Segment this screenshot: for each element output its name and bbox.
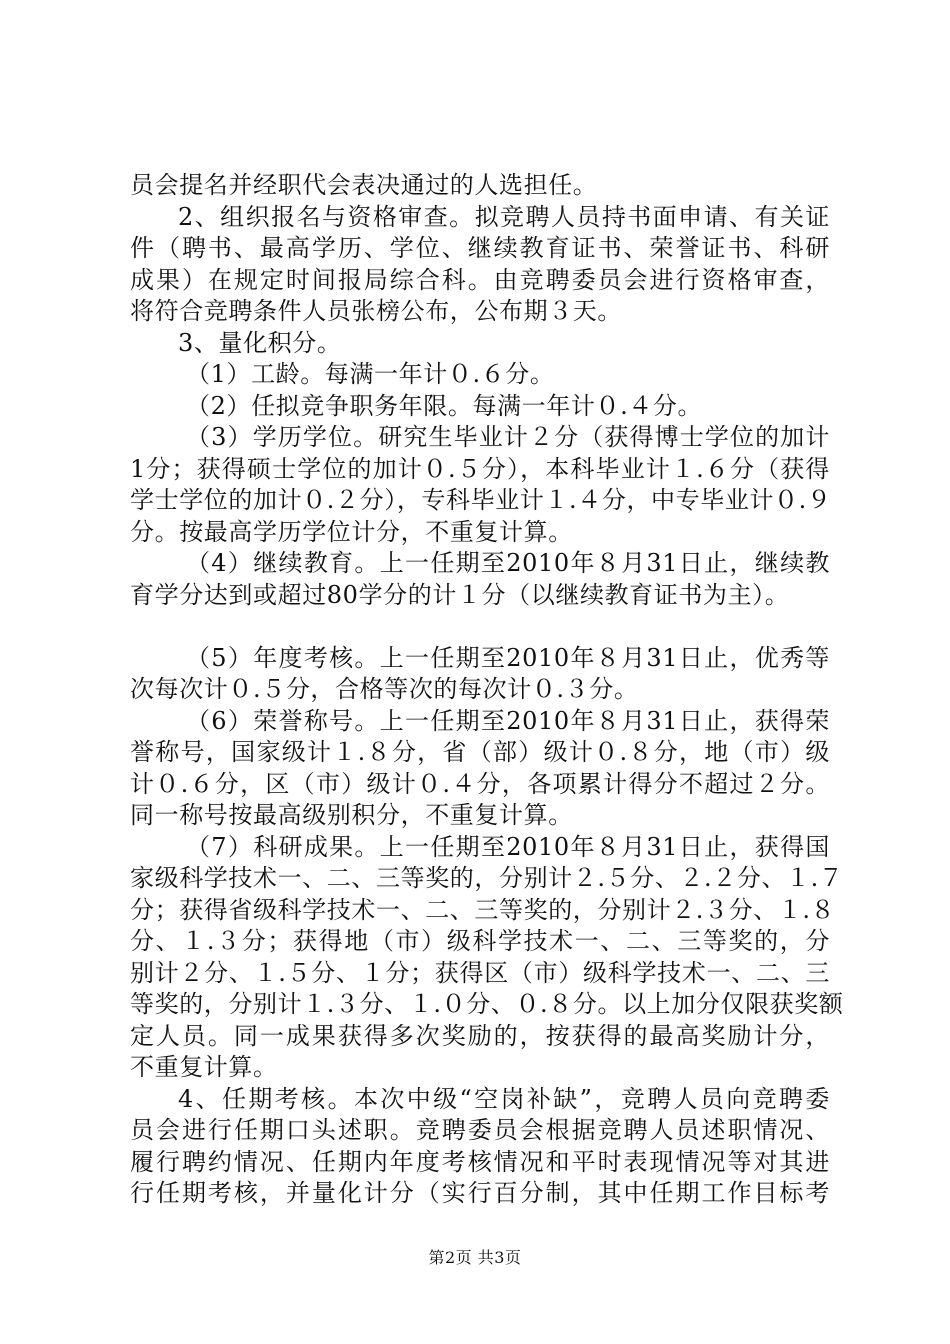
text-line: 计０.６分，区（市）级计０.４分，各项累计得分不超过２分。 [130,769,830,798]
text-line: （4）继续教育。上一任期至2010年８月31日止，继续教 [186,549,830,577]
text-line: 分、１.３分；获得地（市）级科学技术一、二、三等奖的，分 [130,927,830,955]
text-line: 誉称号，国家级计１.８分，省（部）级计０.８分，地（市）级 [130,738,830,766]
page-number-footer: 第2页 共3页 [428,1248,522,1267]
text-line: 同一称号按最高级别积分，不重复计算。 [130,801,573,829]
text-line: （2）任拟竞争职务年限。每满一年计０.４分。 [186,391,703,420]
text-line: 员会进行任期口头述职。竞聘委员会根据竞聘人员述职情况、 [130,1116,830,1144]
text-line: 分；获得省级科学技术一、二、三等奖的，分别计２.３分、１.８ [130,895,836,924]
document-body [130,170,844,1210]
text-line: 3、量化积分。 [178,328,342,357]
text-line: 将符合竞聘条件人员张榜公布，公布期３天。 [130,297,622,325]
text-line: 履行聘约情况、任期内年度考核情况和平时表现情况等对其进 [130,1147,830,1176]
text-line: 次每次计０.５分，合格等次的每次计０.３分。 [130,675,639,703]
text-line: （3）学历学位。研究生毕业计２分（获得博士学位的加计 [186,423,830,451]
text-line: 学士学位的加计０.２分），专科毕业计１.４分，中专毕业计０.９ [130,486,832,514]
paragraph-gap [130,611,830,643]
text-line: 2、组织报名与资格审查。拟竞聘人员持书面申请、有关证 [178,202,830,231]
text-line: （1）工龄。每满一年计０.６分。 [186,360,555,388]
text-line: （6）荣誉称号。上一任期至2010年８月31日止，获得荣 [186,706,830,735]
text-line: 4、任期考核。本次中级“空岗补缺”，竞聘人员向竞聘委 [178,1084,830,1113]
text-line: 分。按最高学历学位计分，不重复计算。 [130,517,573,546]
text-line: 成果）在规定时间报局综合科。由竞聘委员会进行资格审查， [130,265,830,294]
text-line: 1分；获得硕士学位的加计０.５分），本科毕业计１.６分（获得 [130,454,830,483]
text-line: （7）科研成果。上一任期至2010年８月31日止，获得国 [186,832,830,861]
text-line: （5）年度考核。上一任期至2010年８月31日止，优秀等 [186,643,830,672]
text-line: 定人员。同一成果获得多次奖励的，按获得的最高奖励计分， [130,1021,830,1050]
text-line: 不重复计算。 [130,1053,278,1081]
text-line: 行任期考核，并量化计分（实行百分制，其中任期工作目标考 [130,1179,830,1207]
text-line: 别计２分、１.５分、１分；获得区（市）级科学技术一、二、三 [130,958,830,987]
text-line: 家级科学技术一、二、三等奖的，分别计２.５分、２.２分、１.７ [130,864,844,892]
text-line: 等奖的，分别计１.３分、１.０分、０.８分。以上加分仅限获奖额 [130,990,844,1018]
text-line: 育学分达到或超过80学分的计１分（以继续教育证书为主）。 [130,580,790,609]
text-line: 员会提名并经职代会表决通过的人选担任。 [130,171,598,199]
text-line: 件（聘书、最高学历、学位、继续教育证书、荣誉证书、科研 [130,234,830,262]
